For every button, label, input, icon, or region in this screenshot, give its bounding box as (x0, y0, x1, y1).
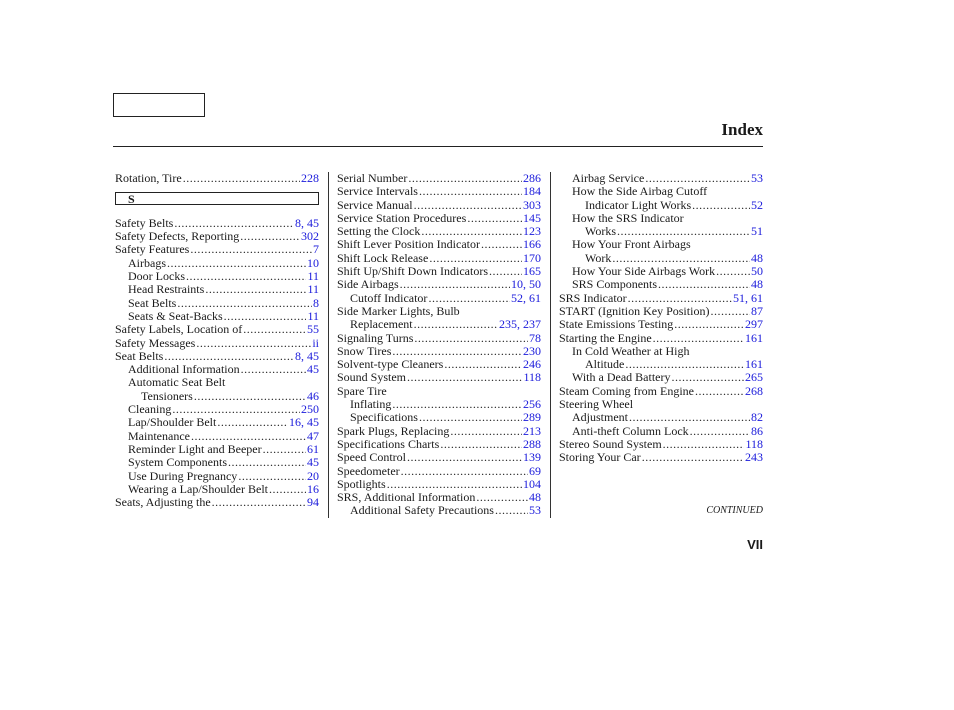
index-entry (559, 278, 763, 291)
index-entry (559, 332, 763, 345)
dot-leader (653, 332, 744, 345)
entry-term: Speedometer (337, 463, 400, 478)
page-reference-link[interactable]: 52 (751, 197, 763, 212)
page-reference-link[interactable]: 16, 45 (289, 415, 319, 430)
index-entry (337, 199, 541, 212)
dot-leader (392, 345, 522, 358)
index-entry (559, 252, 763, 265)
dot-leader (167, 257, 306, 270)
dot-leader (392, 398, 522, 411)
entry-term: Reminder Light and Beeper (128, 441, 262, 456)
entry-term: Safety Defects, Reporting (115, 229, 240, 244)
page-reference-link[interactable]: 268 (745, 383, 763, 398)
dot-leader (450, 425, 522, 438)
dot-leader (269, 483, 306, 496)
dot-leader (645, 172, 750, 185)
entry-term: START (Ignition Key Position) (559, 303, 710, 318)
page-reference-link[interactable]: 52, 61 (511, 290, 541, 305)
index-entry (115, 257, 319, 270)
dot-leader (400, 278, 510, 291)
index-entry (559, 292, 763, 305)
entry-term: Lap/Shoulder Belt (128, 415, 217, 430)
dot-leader (241, 363, 306, 376)
dot-leader (440, 438, 522, 451)
dot-leader (164, 350, 294, 363)
entry-term: Door Locks (128, 269, 185, 284)
dot-leader (663, 438, 745, 451)
index-entry (559, 318, 763, 331)
dot-leader (489, 265, 522, 278)
dot-leader (228, 456, 306, 469)
entry-term: Sound System (337, 370, 407, 385)
index-entry (337, 478, 541, 491)
page-reference-link[interactable]: 265 (745, 370, 763, 385)
entry-term: Additional Safety Precautions (350, 503, 494, 518)
page-reference-link[interactable]: 303 (523, 197, 541, 212)
dot-leader (414, 199, 522, 212)
entry-term: Cutoff Indicator (350, 290, 428, 305)
dot-leader (421, 225, 522, 238)
entry-term: Setting the Clock (337, 224, 421, 239)
index-entry (115, 270, 319, 283)
entry-term: Specifications Charts (337, 436, 440, 451)
entry-term: Service Intervals (337, 184, 418, 199)
entry-term: Adjustment (572, 410, 628, 425)
page-reference-link[interactable]: 20 (307, 468, 319, 483)
index-entry (559, 385, 763, 398)
dot-leader (642, 451, 744, 464)
index-entry (337, 238, 541, 251)
page-reference-link[interactable]: 243 (745, 450, 763, 465)
entry-term: Serial Number (337, 171, 408, 185)
page-reference-link[interactable]: 48 (529, 490, 541, 505)
index-subheading: Steering Wheel (559, 397, 634, 412)
entry-term: Head Restraints (128, 282, 205, 297)
dot-leader (444, 358, 522, 371)
entry-term: Shift Up/Shift Down Indicators (337, 264, 488, 279)
dot-leader (240, 230, 300, 243)
dot-leader (190, 243, 312, 256)
index-column-2 (337, 172, 541, 518)
entry-term: Safety Features (115, 242, 190, 257)
entry-term: Works (585, 224, 617, 239)
dot-leader (428, 292, 510, 305)
index-subheading: Side Marker Lights, Bulb (337, 303, 460, 318)
dot-leader (177, 297, 312, 310)
index-entry (337, 172, 541, 185)
dot-leader (674, 318, 744, 331)
entry-term: Shift Lever Position Indicator (337, 237, 480, 252)
page-title: Index (721, 120, 763, 139)
index-entry (559, 305, 763, 318)
dot-leader (407, 451, 522, 464)
page-reference-link[interactable]: 11 (307, 308, 319, 323)
page-reference-link[interactable]: 246 (523, 357, 541, 372)
entry-term: State Emissions Testing (559, 317, 674, 332)
index-subheading: How Your Front Airbags (572, 237, 691, 252)
index-entry (115, 403, 319, 416)
entry-term: Signaling Turns (337, 330, 414, 345)
page-reference-link[interactable]: 235, 237 (499, 317, 541, 332)
entry-term: Stereo Sound System (559, 436, 662, 451)
index-entry (337, 398, 541, 411)
page-reference-link[interactable]: 45 (307, 362, 319, 377)
entry-term: Replacement (350, 317, 413, 332)
entry-term: Storing Your Car (559, 450, 641, 465)
entry-term: Indicator Light Works (585, 197, 692, 212)
dot-leader (495, 504, 528, 517)
entry-term: Steam Coming from Engine (559, 383, 694, 398)
page-reference-link[interactable]: 288 (523, 436, 541, 451)
page-number: VII (747, 537, 763, 552)
continued-label: CONTINUED (706, 505, 763, 516)
index-entry (115, 230, 319, 243)
index-column-1 (115, 172, 319, 509)
dot-leader (628, 292, 732, 305)
entry-term: Service Station Procedures (337, 210, 467, 225)
dot-leader (419, 185, 522, 198)
entry-term: Cleaning (128, 402, 172, 417)
index-entry (559, 265, 763, 278)
index-subheading: Spare Tire (337, 383, 387, 398)
index-entry (115, 456, 319, 469)
index-entry (337, 265, 541, 278)
dot-leader (476, 491, 528, 504)
dot-leader (407, 371, 522, 384)
entry-term: Additional Information (128, 362, 240, 377)
page-reference-link[interactable]: 256 (523, 397, 541, 412)
index-entry (115, 337, 319, 350)
index-entry (337, 278, 541, 291)
dot-leader (690, 425, 750, 438)
header-rule (113, 146, 763, 147)
index-entry (559, 172, 763, 185)
dot-leader (481, 238, 522, 251)
page-reference-link[interactable]: 78 (529, 330, 541, 345)
page-reference-link[interactable]: 55 (307, 322, 319, 337)
entry-term: SRS, Additional Information (337, 490, 476, 505)
index-entry (337, 491, 541, 504)
page-reference-link[interactable]: 69 (529, 463, 541, 478)
index-entry (115, 217, 319, 230)
index-subheading: In Cold Weather at High (572, 343, 690, 358)
page-reference-link[interactable]: 53 (529, 503, 541, 518)
page-reference-link[interactable]: 16 (307, 481, 319, 496)
entry-term: Anti-theft Column Lock (572, 423, 689, 438)
page-reference-link[interactable]: 123 (523, 224, 541, 239)
page-reference-link[interactable]: 94 (307, 495, 319, 510)
index-entry (337, 504, 541, 517)
page-reference-link[interactable]: 8, 45 (295, 348, 319, 363)
index-entry (337, 371, 541, 384)
entry-term: Safety Labels, Location of (115, 322, 243, 337)
entry-term: Side Airbags (337, 277, 399, 292)
entry-term: Airbags (128, 255, 166, 270)
page-reference-link[interactable]: 297 (745, 317, 763, 332)
dot-leader (401, 465, 528, 478)
index-entry (115, 283, 319, 296)
dot-leader (408, 172, 522, 185)
index-entry (337, 345, 541, 358)
page-reference-link[interactable]: 184 (523, 184, 541, 199)
index-entry (115, 172, 319, 185)
dot-leader (414, 318, 498, 331)
dot-leader (429, 252, 522, 265)
index-entry (115, 297, 319, 310)
index-entry (115, 416, 319, 429)
entry-term: Seat Belts (128, 295, 177, 310)
page-reference-link[interactable]: 10 (307, 255, 319, 270)
page-reference-link[interactable]: 161 (745, 357, 763, 372)
index-subheading: How the SRS Indicator (572, 210, 684, 225)
page-reference-link[interactable]: 286 (523, 171, 541, 185)
page-reference-link[interactable]: 10, 50 (511, 277, 541, 292)
page-reference-link[interactable]: 11 (307, 269, 319, 284)
entry-term: Safety Messages (115, 335, 196, 350)
dot-leader (172, 403, 300, 416)
page-reference-link[interactable]: 8 (313, 295, 319, 310)
page-reference-link[interactable]: 289 (523, 410, 541, 425)
dot-leader (414, 332, 528, 345)
entry-term: With a Dead Battery (572, 370, 671, 385)
entry-term: Inflating (350, 397, 392, 412)
index-subheading: Automatic Seat Belt (128, 375, 226, 390)
entry-term: Work (585, 250, 612, 265)
entry-term: Specifications (350, 410, 418, 425)
dot-leader (716, 265, 750, 278)
entry-term: SRS Components (572, 277, 658, 292)
index-entry (337, 292, 541, 305)
index-entry (115, 496, 319, 509)
index-entry (337, 358, 541, 371)
index-entry (115, 363, 319, 376)
index-column-3 (559, 172, 763, 465)
column-divider (328, 172, 329, 518)
dot-leader (692, 199, 750, 212)
dot-leader (194, 390, 306, 403)
dot-leader (238, 470, 306, 483)
page-reference-link[interactable]: 87 (751, 303, 763, 318)
index-entry (337, 425, 541, 438)
entry-term: Rotation, Tire (115, 171, 182, 185)
entry-term: SRS Indicator (559, 290, 627, 305)
page-reference-link[interactable]: 7 (313, 242, 319, 257)
page-reference-link[interactable]: 48 (751, 250, 763, 265)
page-reference-link[interactable]: 82 (751, 410, 763, 425)
index-entry (559, 438, 763, 451)
index-entry (115, 350, 319, 363)
index-entry (337, 252, 541, 265)
entry-term: Solvent-type Cleaners (337, 357, 444, 372)
entry-term: Maintenance (128, 428, 190, 443)
entry-term: Seats & Seat-Backs (128, 308, 223, 323)
dot-leader (205, 283, 306, 296)
index-entry (115, 483, 319, 496)
page-reference-link[interactable]: 104 (523, 476, 541, 491)
page-reference-link[interactable]: 230 (523, 343, 541, 358)
dot-leader (658, 278, 750, 291)
dot-leader (671, 371, 744, 384)
entry-term: Tensioners (141, 388, 193, 403)
index-entry (115, 443, 319, 456)
dot-leader (186, 270, 306, 283)
dot-leader (217, 416, 288, 429)
entry-term: Snow Tires (337, 343, 392, 358)
dot-leader (224, 310, 307, 323)
index-entry (337, 451, 541, 464)
entry-term: Airbag Service (572, 171, 645, 185)
spacer (115, 185, 319, 192)
page-reference-link[interactable]: 302 (301, 229, 319, 244)
index-entry (115, 470, 319, 483)
section-letter-heading: S (115, 192, 319, 205)
page-reference-link[interactable]: 213 (523, 423, 541, 438)
index-entry (337, 438, 541, 451)
page-reference-link[interactable]: 8, 45 (295, 215, 319, 230)
entry-term: System Components (128, 455, 228, 470)
entry-term: Safety Belts (115, 215, 174, 230)
index-entry (337, 212, 541, 225)
dot-leader (212, 496, 306, 509)
index-entry (559, 411, 763, 424)
page-reference-link[interactable]: 165 (523, 264, 541, 279)
page-reference-link[interactable]: ii (312, 335, 319, 350)
entry-term: Shift Lock Release (337, 250, 429, 265)
entry-term: Spark Plugs, Replacing (337, 423, 450, 438)
index-entry (559, 358, 763, 371)
page-reference-link[interactable]: 166 (523, 237, 541, 252)
page-reference-link[interactable]: 161 (745, 330, 763, 345)
entry-term: Starting the Engine (559, 330, 652, 345)
entry-term: Speed Control (337, 450, 406, 465)
page-reference-link[interactable]: 46 (307, 388, 319, 403)
dot-leader (183, 172, 300, 185)
index-entry (559, 371, 763, 384)
dot-leader (387, 478, 522, 491)
page-reference-link[interactable]: 86 (751, 423, 763, 438)
index-subheading: How the Side Airbag Cutoff (572, 184, 708, 199)
index-entry (337, 332, 541, 345)
index-entry (559, 425, 763, 438)
page-reference-link[interactable]: 228 (301, 171, 319, 185)
page-reference-link[interactable]: 53 (751, 171, 763, 185)
page-reference-link[interactable]: 51 (751, 224, 763, 239)
dot-leader (196, 337, 311, 350)
section-tab-box (113, 93, 205, 117)
dot-leader (695, 385, 744, 398)
index-entry (337, 318, 541, 331)
page-reference-link[interactable]: 11 (307, 282, 319, 297)
page-reference-link[interactable]: 47 (307, 428, 319, 443)
entry-term: Service Manual (337, 197, 413, 212)
dot-leader (419, 411, 522, 424)
page-reference-link[interactable]: 145 (523, 210, 541, 225)
page-reference-link[interactable]: 61 (307, 441, 319, 456)
dot-leader (617, 225, 750, 238)
dot-leader (629, 411, 750, 424)
entry-term: Use During Pregnancy (128, 468, 238, 483)
dot-leader (174, 217, 294, 230)
page-reference-link[interactable]: 170 (523, 250, 541, 265)
index-entry (337, 411, 541, 424)
dot-leader (625, 358, 744, 371)
index-entry (115, 243, 319, 256)
dot-leader (710, 305, 750, 318)
index-entry (337, 465, 541, 478)
entry-term: Wearing a Lap/Shoulder Belt (128, 481, 268, 496)
index-entry (115, 323, 319, 336)
index-entry (115, 310, 319, 323)
entry-term: Seat Belts (115, 348, 164, 363)
entry-term: Seats, Adjusting the (115, 495, 211, 510)
index-entry (115, 390, 319, 403)
index-entry (559, 225, 763, 238)
dot-leader (243, 323, 306, 336)
index-entry (559, 451, 763, 464)
dot-leader (191, 430, 306, 443)
page-reference-link[interactable]: 48 (751, 277, 763, 292)
page-reference-link[interactable]: 118 (523, 370, 541, 385)
page-reference-link[interactable]: 51, 61 (733, 290, 763, 305)
entry-term: Spotlights (337, 476, 386, 491)
page-reference-link[interactable]: 250 (301, 402, 319, 417)
index-entry (115, 430, 319, 443)
column-divider (550, 172, 551, 518)
dot-leader (612, 252, 750, 265)
page-reference-link[interactable]: 50 (751, 264, 763, 279)
index-entry (337, 185, 541, 198)
entry-term: Altitude (585, 357, 625, 372)
dot-leader (467, 212, 522, 225)
entry-term: How Your Side Airbags Work (572, 264, 716, 279)
index-entry (559, 199, 763, 212)
dot-leader (263, 443, 306, 456)
page-reference-link[interactable]: 139 (523, 450, 541, 465)
index-entry (337, 225, 541, 238)
page-reference-link[interactable]: 118 (745, 436, 763, 451)
page-reference-link[interactable]: 45 (307, 455, 319, 470)
